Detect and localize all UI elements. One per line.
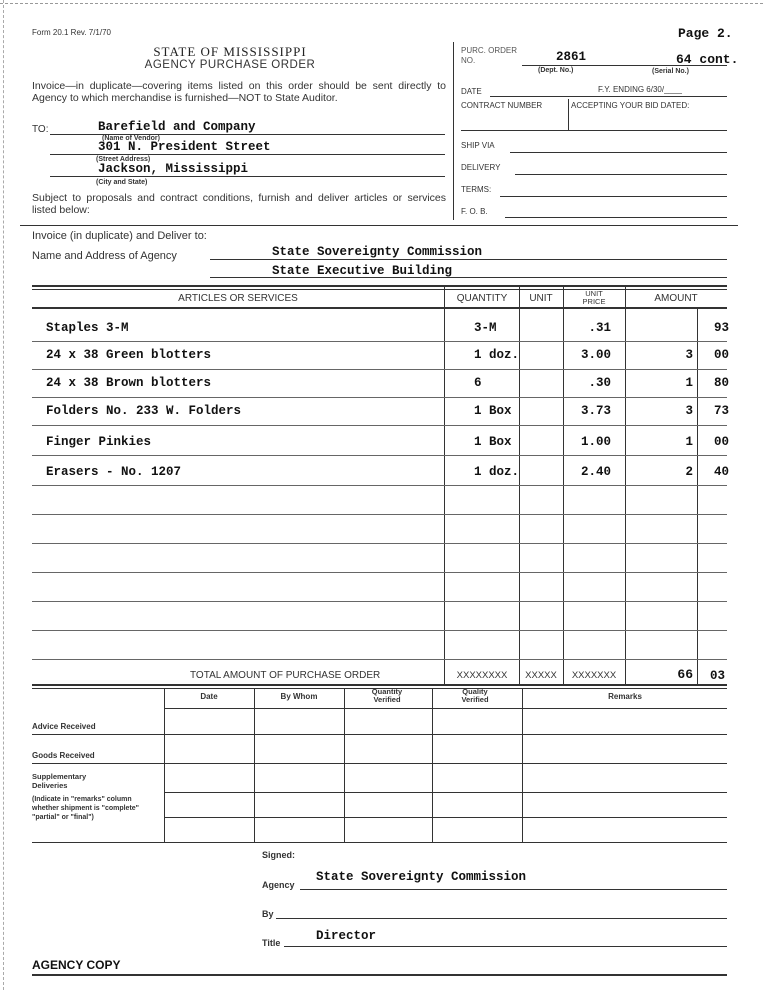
row-quantity: 6 [474, 376, 482, 390]
row-dollars: 3 [685, 348, 693, 362]
row-article: Erasers - No. 1207 [46, 465, 182, 479]
row-price: 2.40 [580, 465, 611, 479]
row-quantity: 1 doz. [474, 465, 520, 479]
row-dollars: 1 [685, 435, 693, 449]
total-dollars: 66 [677, 667, 693, 682]
vendor-name: Barefield and Company [98, 120, 256, 134]
by-label: By [262, 909, 274, 919]
form-number: Form 20.1 Rev. 7/1/70 [32, 28, 111, 37]
row-cents: 40 [713, 465, 729, 479]
vendor-city: Jackson, Mississippi [98, 162, 249, 176]
date-label: DATE [461, 87, 482, 96]
row-price: 3.73 [580, 404, 611, 418]
fy-label: F.Y. ENDING 6/30/____ [598, 85, 682, 94]
signed-label: Signed: [262, 850, 295, 860]
row-price: 1.00 [580, 435, 611, 449]
title-value: Director [316, 929, 377, 943]
col-unit-price: UNIT PRICE [582, 289, 606, 306]
agency-copy-footer: AGENCY COPY [32, 958, 121, 972]
row-quantity: 1 doz. [474, 348, 520, 362]
row-article: Staples 3-M [46, 321, 129, 335]
receipt-col-date: Date [200, 692, 218, 701]
supplementary-label: Supplementary Deliveries [32, 772, 87, 790]
row-cents: 80 [713, 376, 729, 390]
col-articles: ARTICLES OR SERVICES [178, 293, 298, 304]
row-dollars: 3 [685, 404, 693, 418]
row-dollars: 1 [685, 376, 693, 390]
total-price-x: XXXXXXX [571, 670, 617, 681]
row-article: Finger Pinkies [46, 435, 152, 449]
row-cents: 73 [713, 404, 729, 418]
row-quantity: 1 Box [474, 404, 512, 418]
vendor-city-label: (City and State) [96, 179, 148, 186]
agency-label: Agency [262, 880, 295, 890]
page-label: Page 2. [678, 26, 733, 41]
ship-via-label: SHIP VIA [461, 141, 495, 150]
row-dollars: 2 [685, 465, 693, 479]
invoice-note: Invoice—in duplicate—covering items listed on this order should be sent directly to Agency to which merchandise is furnished—NOT to State Auditor. [32, 80, 446, 104]
col-quantity: QUANTITY [456, 293, 508, 304]
vendor-street: 301 N. President Street [98, 140, 271, 154]
purc-order-label: PURC. ORDER NO. [461, 46, 518, 65]
terms-label: TERMS: [461, 185, 492, 194]
row-price: 3.00 [580, 348, 611, 362]
fob-label: F. O. B. [461, 207, 488, 216]
advice-received-label: Advice Received [32, 722, 96, 731]
dept-no-label: (Dept. No.) [538, 67, 574, 74]
bid-dated-label: ACCEPTING YOUR BID DATED: [571, 101, 690, 110]
deliver-line-2: State Executive Building [272, 264, 453, 278]
form-title: AGENCY PURCHASE ORDER [144, 59, 316, 71]
row-quantity: 1 Box [474, 435, 512, 449]
row-cents: 00 [713, 348, 729, 362]
subject-note: Subject to proposals and contract conditions, furnish and deliver articles or services listed below: [32, 192, 446, 216]
receipt-col-by-whom: By Whom [280, 692, 318, 701]
to-label: TO: [32, 124, 49, 135]
vendor-street-label: (Street Address) [96, 156, 151, 163]
row-article: 24 x 38 Green blotters [46, 348, 212, 362]
deliver-line-1: State Sovereignty Commission [272, 245, 483, 259]
invoice-deliver-label: Invoice (in duplicate) and Deliver to: [32, 230, 207, 242]
row-article: Folders No. 233 W. Folders [46, 404, 242, 418]
title-label: Title [262, 938, 281, 948]
indicate-note: (Indicate in "remarks" column whether shipment is "complete" "partial" or "final") [32, 796, 139, 821]
receipt-col-qty-verified: Quantity Verified [371, 687, 403, 704]
vendor-name-label: (Name of Vendor) [102, 135, 160, 142]
row-price: .31 [588, 321, 611, 335]
goods-received-label: Goods Received [32, 751, 95, 760]
total-unit-x: XXXXX [525, 670, 557, 681]
receipt-col-quality-verified: Quality Verified [461, 687, 489, 704]
total-cents: 03 [709, 669, 725, 683]
serial-number: 64 cont. [676, 52, 739, 67]
receipt-col-remarks: Remarks [608, 692, 642, 701]
col-unit: UNIT [529, 293, 553, 304]
state-heading: STATE OF MISSISSIPPI [153, 44, 307, 59]
row-quantity: 3-M [474, 321, 497, 335]
agency-value: State Sovereignty Commission [316, 870, 527, 884]
dept-number: 2861 [556, 50, 587, 64]
serial-no-label: (Serial No.) [652, 68, 689, 75]
row-cents: 93 [713, 321, 729, 335]
delivery-label: DELIVERY [461, 163, 501, 172]
row-article: 24 x 38 Brown blotters [46, 376, 212, 390]
row-price: .30 [588, 376, 611, 390]
contract-number-label: CONTRACT NUMBER [461, 101, 543, 110]
col-amount: AMOUNT [654, 293, 698, 304]
total-label: TOTAL AMOUNT OF PURCHASE ORDER [190, 670, 381, 681]
row-cents: 00 [713, 435, 729, 449]
agency-address-label: Name and Address of Agency [32, 250, 177, 262]
total-qty-x: XXXXXXXX [456, 670, 508, 681]
